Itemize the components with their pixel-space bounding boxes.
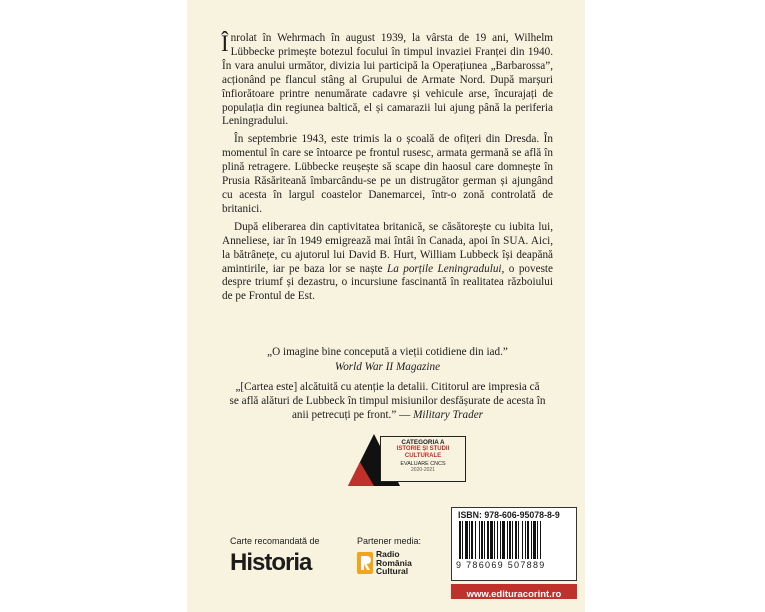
review-quote-1	[222, 345, 553, 375]
radio-logo-text	[376, 550, 412, 576]
badge-years: 2020-2021	[411, 467, 435, 473]
quote-2-source: Military Trader	[413, 408, 484, 421]
badge-box	[380, 436, 466, 482]
blurb-paragraph-2: În septembrie 1943, este trimis la o școală de ofițeri din Dresda. În momentul în care se întoarce pe frontul rusesc, armata germană se află în plină retragere. Lübbecke reușește să scape din haosul care domnește în Prusia Răsăriteană îmbarcându-se pe un distrugător german și ajungând cu acesta în largul coastelor Danemarcei, într-o zonă controlată de britanici.	[222, 133, 553, 215]
radio-line-3: Cultural	[376, 566, 409, 577]
badge-category: CATEGORIA A	[401, 439, 445, 446]
quote-2-line-1: „[Cartea este] alcătuită cu atenție la detalii. Cititorul are impresia că	[235, 381, 540, 393]
badge-evaluation: EVALUARE CNCS	[400, 461, 446, 467]
drop-cap: Î	[221, 31, 229, 56]
quote-2-line-2: se află alături de Lubbeck în timpul misiunilor desfășurate de acesta în	[229, 394, 546, 407]
quote-1-text: „O imagine bine concepută a vieții cotidiene din iad.”	[267, 346, 508, 358]
badge-field-line-2: CULTURALE	[404, 453, 442, 459]
blurb-text	[222, 32, 553, 308]
badge-field	[381, 446, 465, 460]
review-quote-2	[222, 381, 553, 423]
book-title: La porțile Leningradului	[386, 262, 502, 275]
radio-romania-cultural-logo	[357, 550, 427, 578]
quote-2-line-3-text: anii petrecuți pe front.” —	[291, 408, 414, 421]
blurb-paragraph-1	[222, 32, 553, 129]
barcode-icon	[459, 521, 569, 559]
historia-logo: Historia	[230, 549, 312, 576]
publisher-website-bar	[451, 584, 577, 599]
badge-field-line-1: ISTORIE ȘI STUDII	[396, 446, 450, 452]
paragraph-3-end: , o poveste despre triumf și dezastru, o incursiune fascinantă în realitatea războiului de pe Frontul de Est.	[222, 262, 553, 303]
isbn-number: ISBN: 978-606-95078-8-9	[458, 510, 560, 520]
recommended-label: Carte recomandată de	[230, 536, 320, 546]
paragraph-1-text: nrolat în Wehrmach în august 1939, la vârsta de 19 ani, Wilhelm Lübbecke primește botezul focului în timpul invaziei Franței din 1940. În vara anului următor, divizia lui participă la Operațiunea „Barbarossa”, acționând pe flancul stâng al Grupului de Armate Nord. După marșuri înfiorătoare printre nenumărate cadavre și vehicule arse, încurajați de populația din regiunea baltică, el și camarazii lui ajung până la periferia Leningradului.	[222, 32, 553, 128]
quote-2-line-3	[222, 409, 553, 423]
radio-line-2: România	[376, 557, 412, 568]
publisher-website: www.edituracorint.ro	[466, 589, 562, 600]
radio-logo-icon	[357, 552, 373, 574]
blurb-paragraph-3	[222, 221, 553, 304]
ean-digits: 9 786069 507889	[456, 560, 546, 570]
quote-1-source: World War II Magazine	[334, 361, 441, 373]
paragraph-3-start: După eliberarea din captivitatea britanică, se căsătorește cu iubita lui, Anneliese, iar în 1949 emigrează mai întâi în Canada, apoi în SUA. Aici, la bătrânețe, cu ajutorul lui David B. Hurt, William Lubbeck își deapănă amintirile, iar pe baza lor se naște	[222, 220, 553, 275]
isbn-barcode	[451, 507, 577, 581]
cncs-category-badge	[346, 432, 466, 488]
partner-label: Partener media:	[357, 536, 422, 546]
radio-line-1: Radio	[376, 549, 400, 559]
